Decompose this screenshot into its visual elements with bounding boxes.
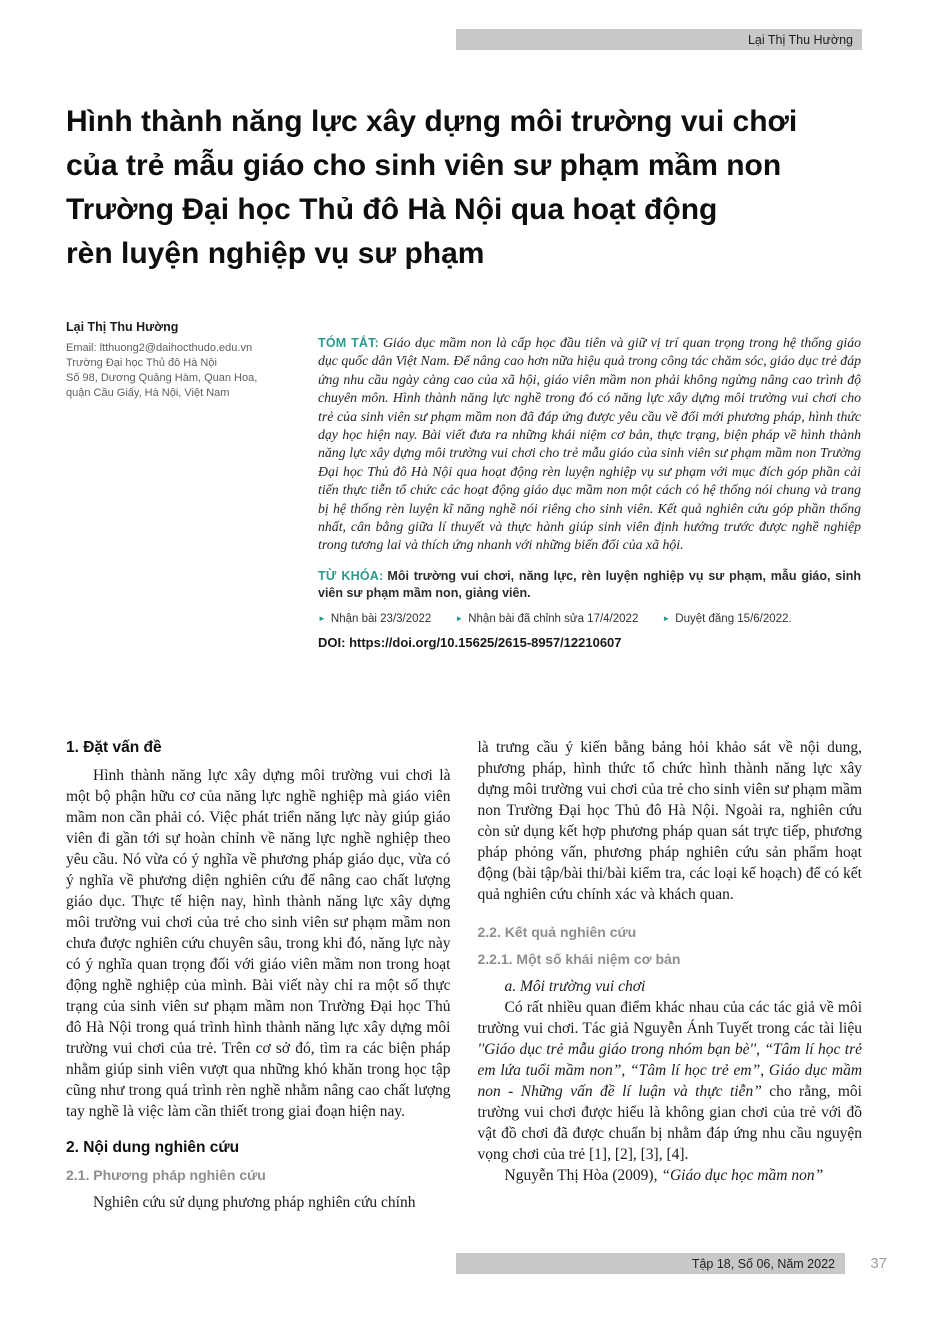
abstract-text: Giáo dục mầm non là cấp học đầu tiên và giữ vị trí quan trọng trong hệ thống giáo dục quốc dân Việt Nam. Để nâng cao hơn nữa hiệu quả trong công tác chăm sóc, giáo dục trẻ đáp ứng nhu cầu ngày càng cao của xã hội, giáo viên mầm non phải không ngừng nâng cao trình độ chuyên môn. Hình thành năng lực nghề trong đó có năng lực xây dựng môi trường vui chơi cho trẻ của sinh viên sư phạm mầm non đã đáp ứng được yêu cầu về đổi mới phương pháp, hình thức dạy học hiện nay. Bài viết đưa ra những khái niệm cơ bản, thực trạng, biện pháp về hình thành năng lực xây dựng môi trường vui chơi cho trẻ mẫu giáo của sinh viên sư phạm mầm non Trường Đại học Thủ đô Hà Nội qua hoạt động rèn luyện nghiệp vụ sư phạm với mục đích góp phần cải tiến thực tiễn tổ chức các hoạt động giáo dục mầm non một cách có hệ thống nói chung và trang bị hệ thống rèn luyện kĩ năng nghề nói riêng cho sinh viên. Kết quả nghiên cứu góp phần thống nhất, cân bằng giữa lí thuyết và thực hành giúp sinh viên định hướng trước được nghề nghiệp trong tương lai và thích ứng nhanh với những biến đổi của xã hội.	[318, 335, 861, 553]
section-heading: 1. Đặt vấn đề	[66, 739, 162, 756]
footer-bar	[456, 1253, 845, 1274]
date-revised	[455, 613, 638, 625]
text-run: Nguyễn Thị Hòa (2009),	[504, 1167, 662, 1184]
body-column-right	[478, 737, 863, 1213]
subsection-heading: 2.1. Phương pháp nghiên cứu	[66, 1167, 266, 1183]
date-received	[318, 613, 431, 625]
doi	[318, 635, 861, 650]
page-title	[66, 100, 874, 276]
subsection-heading: 2.2. Kết quả nghiên cứu	[477, 924, 637, 940]
paragraph: a. Môi trường vui chơi	[504, 978, 646, 995]
paragraph: là trưng cầu ý kiến bằng bảng hỏi khảo sát về nội dung, phương pháp, hình thức tổ chức hình thành năng lực xây dựng môi trường vui chơi của trẻ cho sinh viên sư phạm mầm non Trường Đại học Thủ đô Hà Nội. Ngoài ra, nghiên cứu còn sử dụng kết hợp phương pháp quan sát trực tiếp, phương pháp phỏng vấn, phương pháp nghiên cứu sản phẩm hoạt động (bài tập/bài thi/bài kiểm tra, các loại kế hoạch) để có kết quả nghiên cứu chính xác và khách quan.	[477, 739, 862, 903]
text-run: Có rất nhiều quan điểm khác nhau của các tác giả về môi trường vui chơi. Tác giả Nguyễn Ánh Tuyết trong các tài liệu	[477, 999, 862, 1037]
doi-link[interactable]: https://doi.org/10.15625/2615-8957/12210607	[349, 634, 622, 650]
title-line: của trẻ mẫu giáo cho sinh viên sư phạm mầm non	[66, 149, 782, 182]
cited-title: Giáo dục mầm non - Những vấn đề lí luận và thực tiễn”	[477, 1062, 863, 1100]
abstract	[318, 334, 861, 555]
dates-row	[318, 613, 861, 625]
running-head-bar	[456, 29, 862, 50]
date-accepted-text: Duyệt đăng 15/6/2022.	[675, 612, 792, 625]
doi-label: DOI:	[318, 634, 346, 650]
date-bullet-icon: ►	[318, 613, 326, 623]
author-block	[66, 320, 311, 401]
title-line: Hình thành năng lực xây dựng môi trường vui chơi	[66, 105, 798, 138]
page-number: 37	[870, 1255, 887, 1272]
keywords-label: TỪ KHÓA:	[318, 568, 384, 583]
keywords	[318, 568, 861, 602]
article-body	[66, 737, 862, 1213]
section-heading: 2. Nội dung nghiên cứu	[66, 1139, 240, 1156]
date-bullet-icon: ►	[455, 613, 464, 623]
subsection-heading: 2.2.1. Một số khái niệm cơ bản	[477, 951, 681, 967]
title-line: Trường Đại học Thủ đô Hà Nội qua hoạt động	[66, 193, 718, 226]
footer-issue: Tập 18, Số 06, Năm 2022	[691, 1256, 835, 1271]
paragraph	[478, 1165, 863, 1186]
running-head-author: Lại Thị Thu Hường	[747, 32, 853, 47]
keywords-text: Môi trường vui chơi, năng lực, rèn luyện nghiệp vụ sư phạm, mẫu giáo, sinh viên sư phạm mầm non, giảng viên.	[318, 568, 862, 600]
abstract-block	[318, 334, 861, 650]
body-column-left	[66, 737, 451, 1213]
author-name: Lại Thị Thu Hường	[66, 320, 179, 334]
author-address-2: quận Cầu Giấy, Hà Nội, Việt Nam	[66, 387, 230, 399]
author-address-1: Số 98, Dương Quảng Hàm, Quan Hoa,	[66, 372, 258, 384]
date-revised-text: Nhận bài đã chỉnh sửa 17/4/2022	[468, 612, 639, 625]
date-accepted	[662, 613, 791, 625]
text-run: ,	[760, 1062, 769, 1079]
text-run: cho rằng, môi trường vui chơi được hiểu là không gian chơi của trẻ với đồ vật đồ chơi đã được chuẩn bị nhằm đáp ứng nhu cầu nguyện vọng chơi của trẻ [1], [2], [3], [4].	[477, 1083, 862, 1163]
date-bullet-icon: ►	[662, 613, 671, 623]
author-affiliation: Trường Đại học Thủ đô Hà Nội	[66, 357, 217, 369]
date-received-text: Nhận bài 23/3/2022	[330, 612, 432, 625]
paragraph: Nghiên cứu sử dụng phương pháp nghiên cứu chính	[93, 1194, 416, 1211]
cited-title: “Tâm lí học trẻ em lứa tuổi mầm non”	[477, 1041, 862, 1079]
title-line: rèn luyện nghiệp vụ sư phạm	[66, 237, 485, 270]
text-run: ,	[621, 1062, 631, 1079]
paragraph: Hình thành năng lực xây dựng môi trường vui chơi là một bộ phận hữu cơ của năng lực nghề nghiệp mà giáo viên mầm non cần phải có. Việc phát triển năng lực này giúp giáo viên đi gần tới sự hoàn chỉnh về năng lực nghề nghiệp theo yêu cầu. Nó vừa có ý nghĩa về phương pháp giáo dục, vừa có ý nghĩa về phương diện nghiên cứu để nâng cao chất lượng giáo dục. Thực tế hiện nay, hình thành năng lực xây dựng môi trường vui chơi của trẻ cho sinh viên sư phạm mầm non chưa được nghiên cứu chuyên sâu, trong khi đó, năng lực này có ý nghĩa quan trọng đối với giáo viên mầm non trong hoạt động nghề nghiệp của mình. Bài viết này chỉ ra một số thực trạng của sinh viên sư phạm mầm non Trường Đại học Thủ đô Hà Nội trong quá trình hình thành năng lực xây dựng môi trường vui chơi của trẻ. Trên cơ sở đó, tìm ra các biện pháp nhằm giúp sinh viên vượt qua những khó khăn trong học tập cũng như trong quá trình rèn nghề nhằm nâng cao chất lượng tay nghề là việc làm cần thiết trong giai đoạn hiện nay.	[66, 767, 451, 1120]
paragraph	[478, 997, 863, 1165]
author-email: Email: ltthuong2@daihocthudo.edu.vn	[66, 342, 253, 354]
cited-title: “Giáo dục học mầm non”	[661, 1167, 824, 1184]
text-run: ,	[756, 1041, 765, 1058]
cited-title: “Tâm lí học trẻ em”	[630, 1062, 761, 1079]
abstract-label: TÓM TẮT:	[318, 336, 379, 350]
cited-title: ''Giáo dục trẻ mẫu giáo trong nhóm bạn bè''	[477, 1041, 757, 1058]
